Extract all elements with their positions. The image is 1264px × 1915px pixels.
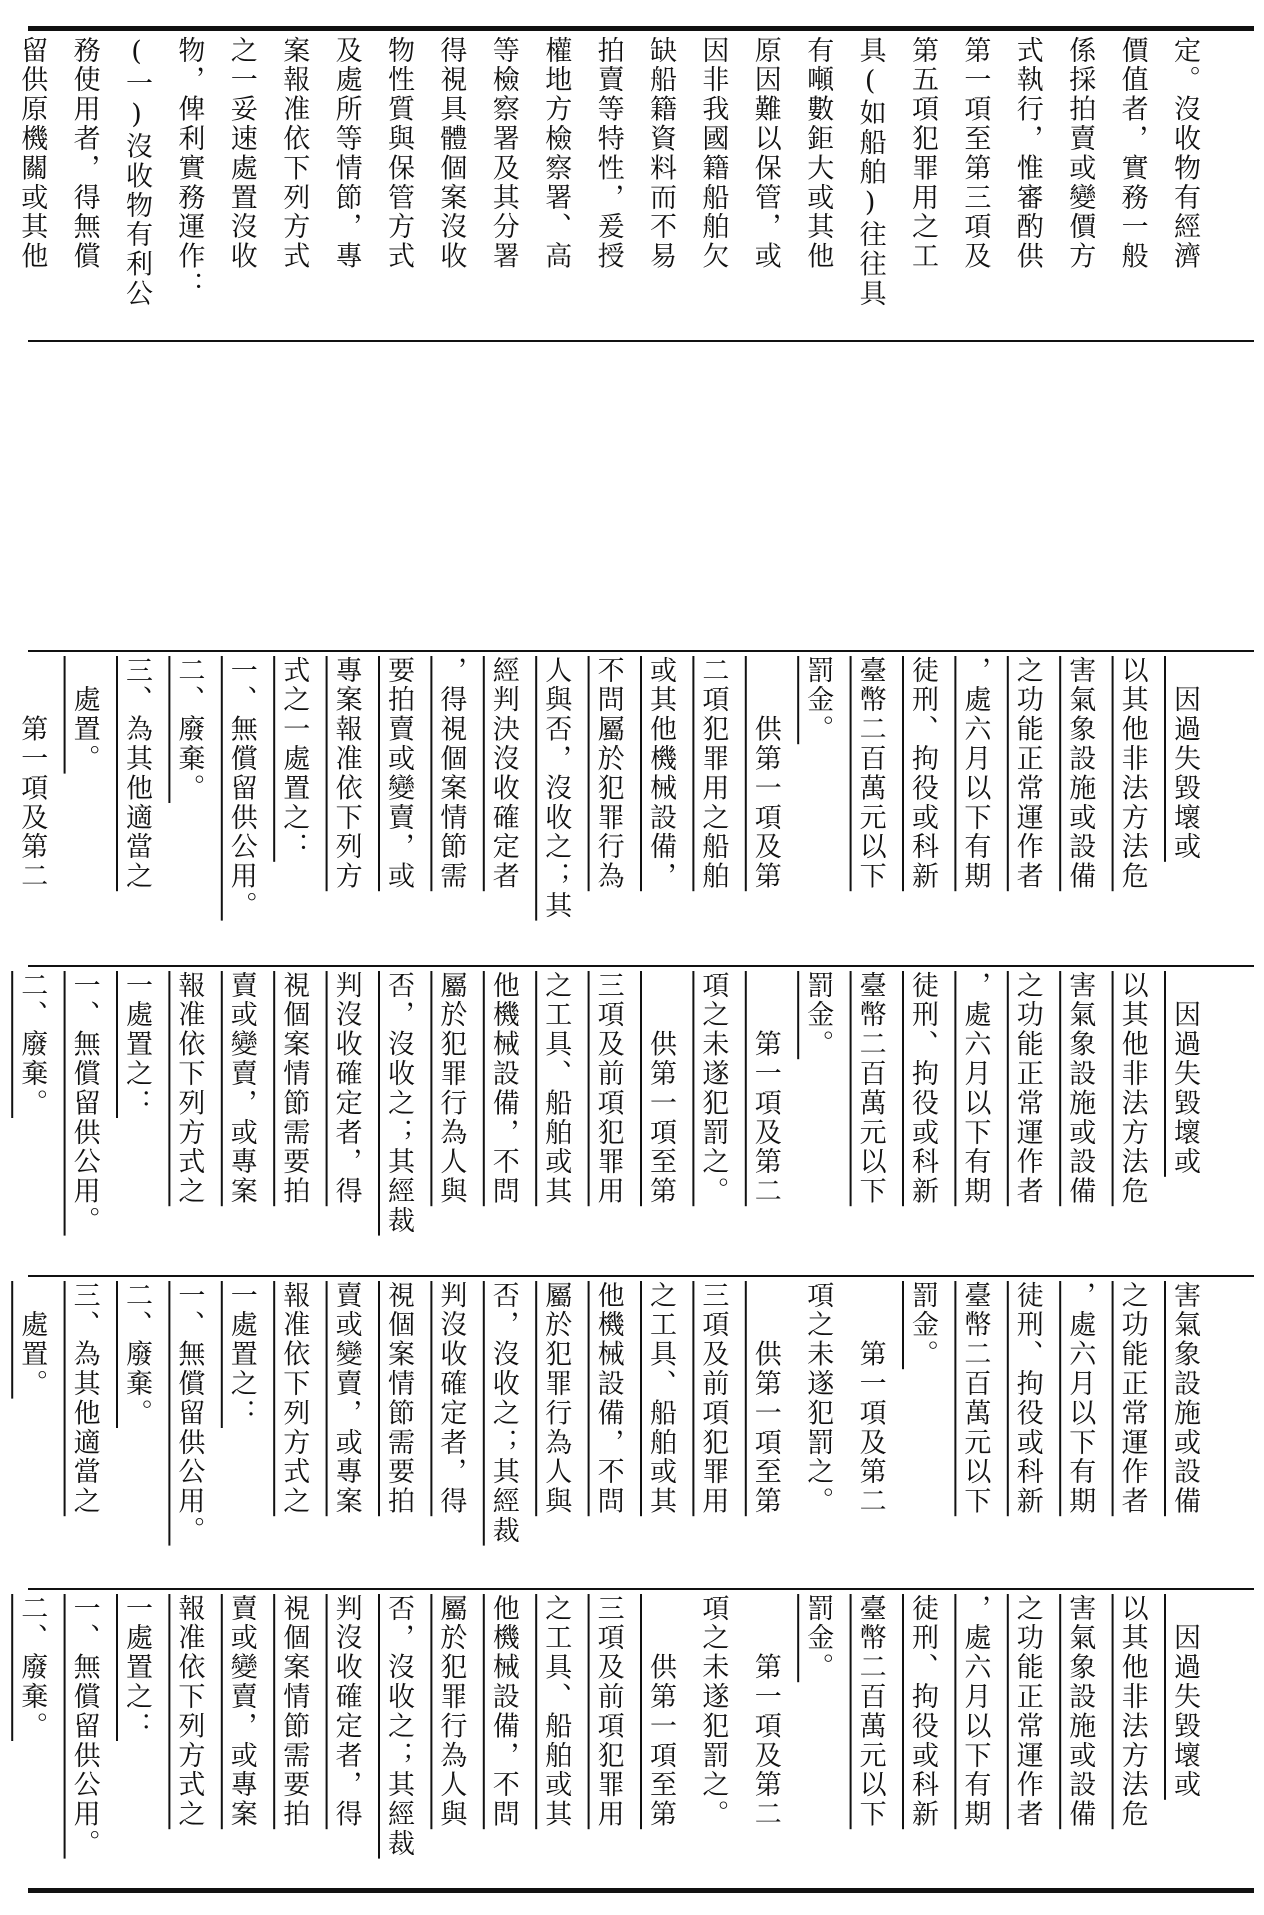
text-column: 三項及前項犯罪用 [592,971,624,1207]
text-column: 罰金。 [802,656,834,745]
text-column: 專案報准依下列方 [330,656,362,892]
text-column: 徒刑、拘役或科新 [907,971,938,1207]
text-column: 經判決沒收確定者 [487,656,519,892]
cell-provision-a [16,656,1254,958]
text-column: 或其他機械設備， [645,656,676,892]
text-column: 之一妥速處置沒收 [225,36,257,272]
row-divider-2 [28,650,1254,652]
text-column: 賣或變賣，或專案 [330,1281,362,1517]
text-column: 物性質與保管方式 [383,36,414,272]
cell-provision-b [16,971,1254,1269]
text-column: 權地方檢察署、高 [540,36,572,272]
text-column: 因過失毀壞或 [1169,656,1200,862]
text-column: 供第一項至第 [645,971,676,1207]
text-column: 處置。 [16,1281,48,1399]
text-column: 罰金。 [802,1594,834,1683]
text-column: 否，沒收之；其經裁 [383,1594,414,1859]
cell-explanation [16,36,1254,332]
text-column: 式執行，惟審酌供 [1011,36,1043,272]
text-column: 之工具、船舶或其 [540,971,572,1207]
text-column: 屬於犯罪行為人與 [540,1281,572,1517]
text-column: 三項及前項犯罪用 [592,1594,624,1830]
text-column: 以其他非法方法危 [1116,656,1148,892]
text-column: 徒刑、拘役或科新 [907,656,938,892]
text-column: 物，俾利實務運作： [173,36,205,301]
text-column: 缺船籍資料而不易 [645,36,676,272]
text-column: 害氣象設施或設備 [1064,1594,1096,1830]
text-column: 一處置之： [225,1281,257,1428]
text-column: 一、無償留供公用。 [173,1281,205,1546]
text-column: 一、無償留供公用。 [68,1594,100,1859]
text-column: 因過失毀壞或 [1169,971,1200,1177]
text-column: 二、廢棄。 [173,656,205,803]
text-column: 害氣象設施或設備 [1064,971,1096,1207]
row-divider-5 [28,1588,1254,1590]
text-column: 具(如船舶)往往具 [854,36,886,309]
bottom-rule [28,1888,1254,1893]
text-column: 第一項至第三項及 [959,36,991,272]
text-column: 以其他非法方法危 [1116,1594,1148,1830]
text-column: 賣或變賣，或專案 [225,971,257,1207]
text-column: 二項犯罪用之船舶 [697,656,729,892]
cell-provision-d [16,1594,1254,1882]
text-column: 項之未遂犯罰之。 [697,1594,729,1830]
row-divider-1 [28,340,1254,342]
text-column: 否，沒收之；其經裁 [487,1281,519,1546]
text-column: 供第一項至第 [645,1594,676,1830]
text-column: 係採拍賣或變價方 [1064,36,1096,272]
text-column: 判沒收確定者，得 [435,1281,467,1517]
text-column: ，得視個案情節需 [435,656,467,892]
text-column: 處置。 [68,656,100,774]
text-column: 視個案情節需要拍 [278,971,310,1207]
text-column: 屬於犯罪行為人與 [435,1594,467,1830]
row-divider-4 [28,1275,1254,1277]
row-divider-3 [28,965,1254,967]
text-column: 第一項及第二 [749,1594,781,1830]
text-column: 因過失毀壞或 [1169,1594,1200,1800]
text-column: 他機械設備，不問 [592,1281,624,1517]
text-column: 得視具體個案沒收 [435,36,467,272]
text-column: 以其他非法方法危 [1116,971,1148,1207]
text-column: 臺幣二百萬元以下 [854,971,886,1207]
text-column: 賣或變賣，或專案 [225,1594,257,1830]
text-column: 第一項及第二 [16,656,48,892]
text-column: 有噸數鉅大或其他 [802,36,834,272]
text-column: 原因難以保管，或 [749,36,781,272]
text-column: 屬於犯罪行為人與 [435,971,467,1207]
text-column: 二、廢棄。 [16,971,48,1118]
text-column: 案報准依下列方式 [278,36,310,272]
text-column: 三項及前項犯罪用 [697,1281,729,1517]
top-rule [28,26,1254,31]
text-column: 罰金。 [907,1281,938,1370]
text-column: 害氣象設施或設備 [1064,656,1096,892]
text-column: 之工具、船舶或其 [645,1281,676,1517]
text-column: 視個案情節需要拍 [278,1594,310,1830]
text-column: 第一項及第二 [854,1281,886,1517]
text-column: 一處置之： [121,971,152,1118]
text-column: 務使用者，得無償 [68,36,100,272]
text-column: 之工具、船舶或其 [540,1594,572,1830]
text-column: 不問屬於犯罪行為 [592,656,624,892]
text-column: (一)沒收物有利公 [121,36,152,309]
text-column: 價值者，實務一般 [1116,36,1148,272]
text-column: 之功能正常運作者 [1011,971,1043,1207]
text-column: 因非我國籍船舶欠 [697,36,729,272]
text-column: 拍賣等特性，爰授 [592,36,624,272]
text-column: 之功能正常運作者 [1116,1281,1148,1517]
text-column: 一、無償留供公用。 [225,656,257,921]
text-column: 人與否，沒收之；其 [540,656,572,921]
text-column: 罰金。 [802,971,834,1060]
text-column: 他機械設備，不問 [487,1594,519,1830]
text-column: 否，沒收之；其經裁 [383,971,414,1236]
text-column: 之功能正常運作者 [1011,656,1043,892]
text-column: 報准依下列方式之 [173,971,205,1207]
text-column: 第五項犯罪用之工 [907,36,938,272]
text-column: 式之一處置之： [278,656,310,862]
text-column: 項之未遂犯罰之。 [697,971,729,1207]
text-column: ，處六月以下有期 [959,971,991,1207]
text-column: 報准依下列方式之 [173,1594,205,1830]
text-column: ，處六月以下有期 [1064,1281,1096,1517]
text-column: 供第一項至第 [749,1281,781,1517]
text-column: 臺幣二百萬元以下 [959,1281,991,1517]
text-column: 項之未遂犯罰之。 [802,1281,834,1517]
text-column: 三、為其他適當之 [121,656,152,892]
text-column: 判沒收確定者，得 [330,1594,362,1830]
text-column: 之功能正常運作者 [1011,1594,1043,1830]
text-column: 第一項及第二 [749,971,781,1207]
text-column: 及處所等情節，專 [330,36,362,272]
text-column: 報准依下列方式之 [278,1281,310,1517]
text-column: 判沒收確定者，得 [330,971,362,1207]
text-column: 害氣象設施或設備 [1169,1281,1200,1517]
text-column: 三、為其他適當之 [68,1281,100,1517]
text-column: 二、廢棄。 [121,1281,152,1428]
text-column: 一處置之： [121,1594,152,1741]
text-column: 供第一項及第 [749,656,781,892]
text-column: 徒刑、拘役或科新 [907,1594,938,1830]
text-column: 二、廢棄。 [16,1594,48,1741]
text-column: 視個案情節需要拍 [383,1281,414,1517]
text-column: 留供原機關或其他 [16,36,48,272]
cell-provision-c [16,1281,1254,1581]
text-column: ，處六月以下有期 [959,656,991,892]
text-column: 定。沒收物有經濟 [1169,36,1200,272]
text-column: 徒刑、拘役或科新 [1011,1281,1043,1517]
text-column: 一、無償留供公用。 [68,971,100,1236]
text-column: 他機械設備，不問 [487,971,519,1207]
text-column: 要拍賣或變賣，或 [383,656,414,892]
text-column: 臺幣二百萬元以下 [854,1594,886,1830]
text-column: 臺幣二百萬元以下 [854,656,886,892]
text-column: 等檢察署及其分署 [487,36,519,272]
text-column: ，處六月以下有期 [959,1594,991,1830]
